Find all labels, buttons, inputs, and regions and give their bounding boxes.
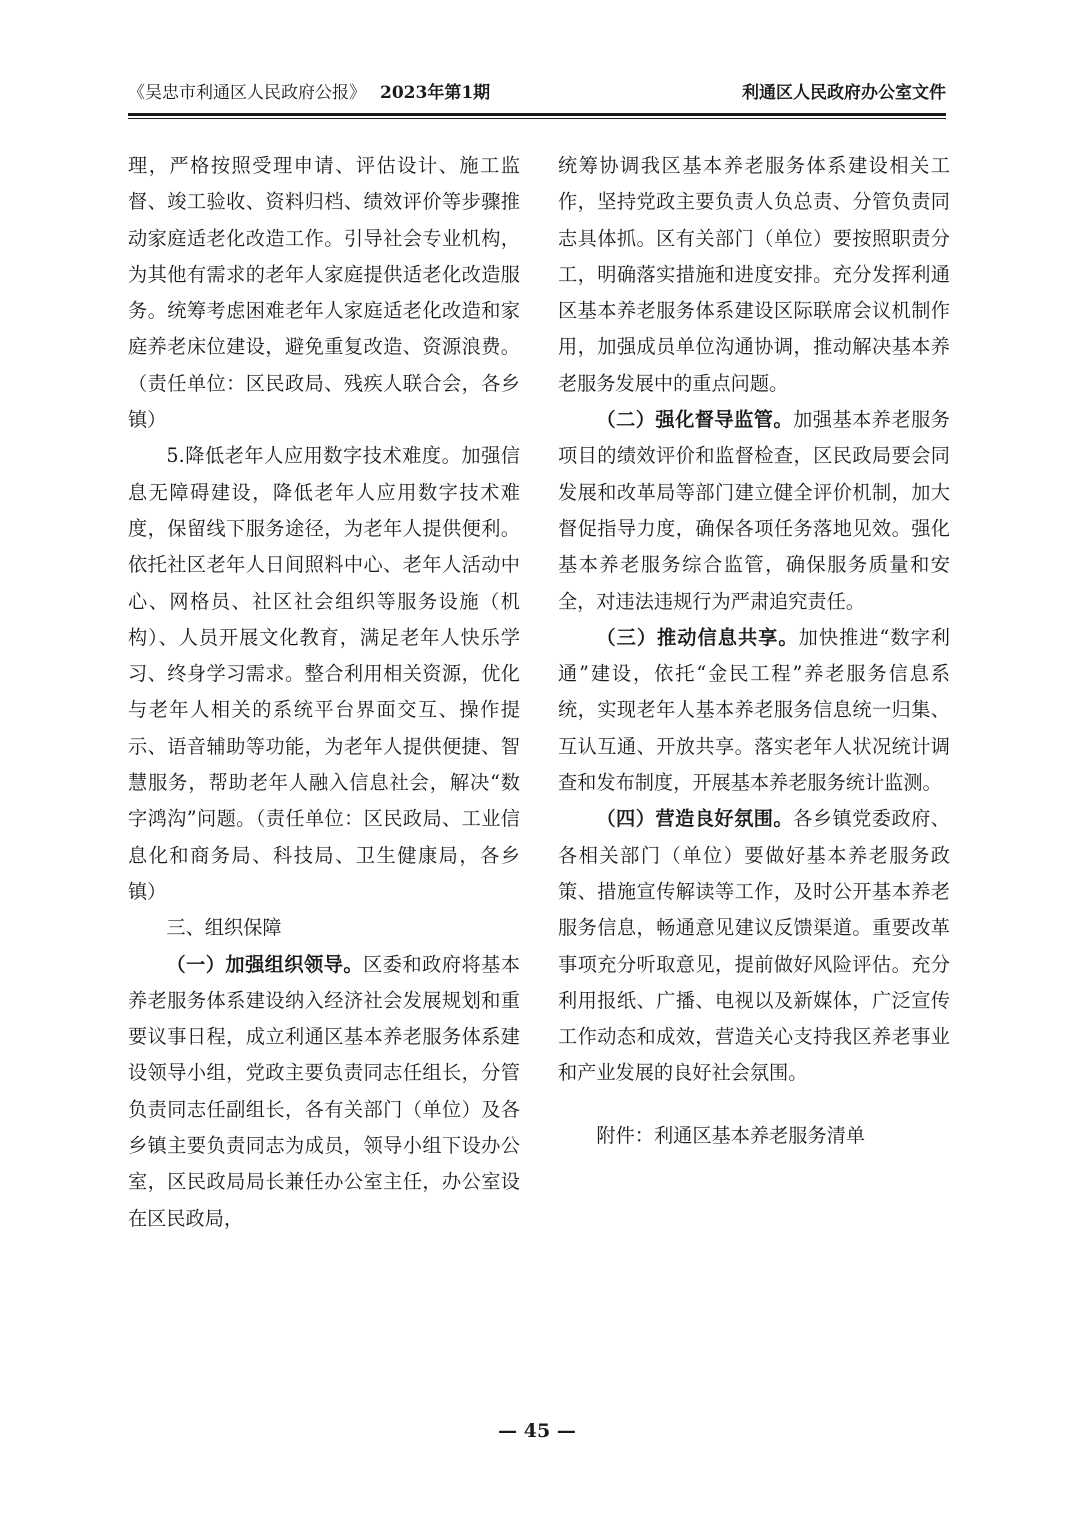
header-rule-thin xyxy=(128,118,946,119)
subsection-4-title: （四）营造良好氛围。 xyxy=(596,807,794,831)
left-column xyxy=(128,148,520,1237)
paragraph-subsection-3 xyxy=(558,620,950,801)
header-doc-type: 利通区人民政府办公室文件 xyxy=(742,83,946,103)
header-rule-thick xyxy=(128,113,946,116)
subsection-3-body: 加快推进“数字利通”建设，依托“金民工程”养老服务信息系统，实现老年人基本养老服务信息统一归集、互认互通、开放共享。落实老年人状况统计调查和发布制度，开展基本养老服务统计监测。 xyxy=(558,625,950,795)
subsection-2-title: （二）强化督导监管。 xyxy=(596,408,794,432)
subsection-1-body: 区委和政府将基本养老服务体系建设纳入经济社会发展规划和重要议事日程，成立利通区基本养老服务体系建设领导小组，党政主要负责同志任组长，分管负责同志任副组长，各有关部门（单位）及各乡镇主要负责同志为成员，领导小组下设办公室，区民政局局长兼任办公室主任，办公室设在区民政局， xyxy=(128,952,520,1230)
subsection-1-title: （一）加强组织领导。 xyxy=(166,952,364,976)
subsection-3-title: （三）推动信息共享。 xyxy=(596,625,799,649)
paragraph-item-5: 5.降低老年人应用数字技术难度。加强信息无障碍建设，降低老年人应用数字技术难度，保留线下服务途径，为老年人提供便利。依托社区老年人日间照料中心、老年人活动中心、网格员、社区社会组织等服务设施（机构）、人员开展文化教育，满足老年人快乐学习、终身学习需求。整合利用相关资源，优化与老年人相关的系统平台界面交互、操作提示、语音辅助等功能，为老年人提供便捷、智慧服务，帮助老年人融入信息社会，解决“数字鸿沟”问题。（责任单位：区民政局、工业信息化和商务局、科技局、卫生健康局，各乡镇） xyxy=(128,444,520,903)
paragraph-continued: 理，严格按照受理申请、评估设计、施工监督、竣工验收、资料归档、绩效评价等步骤推动家庭适老化改造工作。引导社会专业机构，为其他有需求的老年人家庭提供适老化改造服务。统筹考虑困难老年人家庭适老化改造和家庭养老床位建设，避免重复改造、资源浪费。（责任单位：区民政局、残疾人联合会，各乡镇） xyxy=(128,154,520,432)
publication-title: 《吴忠市利通区人民政府公报》 xyxy=(128,83,366,103)
paragraph-subsection-4 xyxy=(558,801,950,1091)
header-publication xyxy=(128,78,490,103)
subsection-2-body: 加强基本养老服务项目的绩效评价和监督检查，区民政局要会同发展和改革局等部门建立健全评价机制，加大督促指导力度，确保各项任务落地见效。强化基本养老服务综合监管，确保服务质量和安全，对违法违规行为严肃追究责任。 xyxy=(558,408,950,613)
paragraph-subsection-2 xyxy=(558,402,950,620)
right-column xyxy=(558,148,950,1154)
paragraph-continued-right: 统筹协调我区基本养老服务体系建设相关工作，坚持党政主要负责人负总责、分管负责同志具体抓。区有关部门（单位）要按照职责分工，明确落实措施和进度安排。充分发挥利通区基本养老服务体系建设区际联席会议机制作用，加强成员单位沟通协调，推动解决基本养老服务发展中的重点问题。 xyxy=(558,154,950,395)
page-number: — 45 — xyxy=(498,1420,576,1442)
paragraph-subsection-1 xyxy=(128,947,520,1237)
section-heading: 三、组织保障 xyxy=(166,916,282,940)
subsection-4-body: 各乡镇党委政府、各相关部门（单位）要做好基本养老服务政策、措施宣传解读等工作，及时公开基本养老服务信息，畅通意见建议反馈渠道。重要改革事项充分听取意见，提前做好风险评估。充分利用报纸、广播、电视以及新媒体，广泛宣传工作动态和成效，营造关心支持我区养老事业和产业发展的良好社会氛围。 xyxy=(558,807,950,1085)
attachment-note: 附件：利通区基本养老服务清单 xyxy=(596,1123,866,1147)
issue-number: 2023年第1期 xyxy=(380,83,491,103)
page-header xyxy=(128,78,946,110)
